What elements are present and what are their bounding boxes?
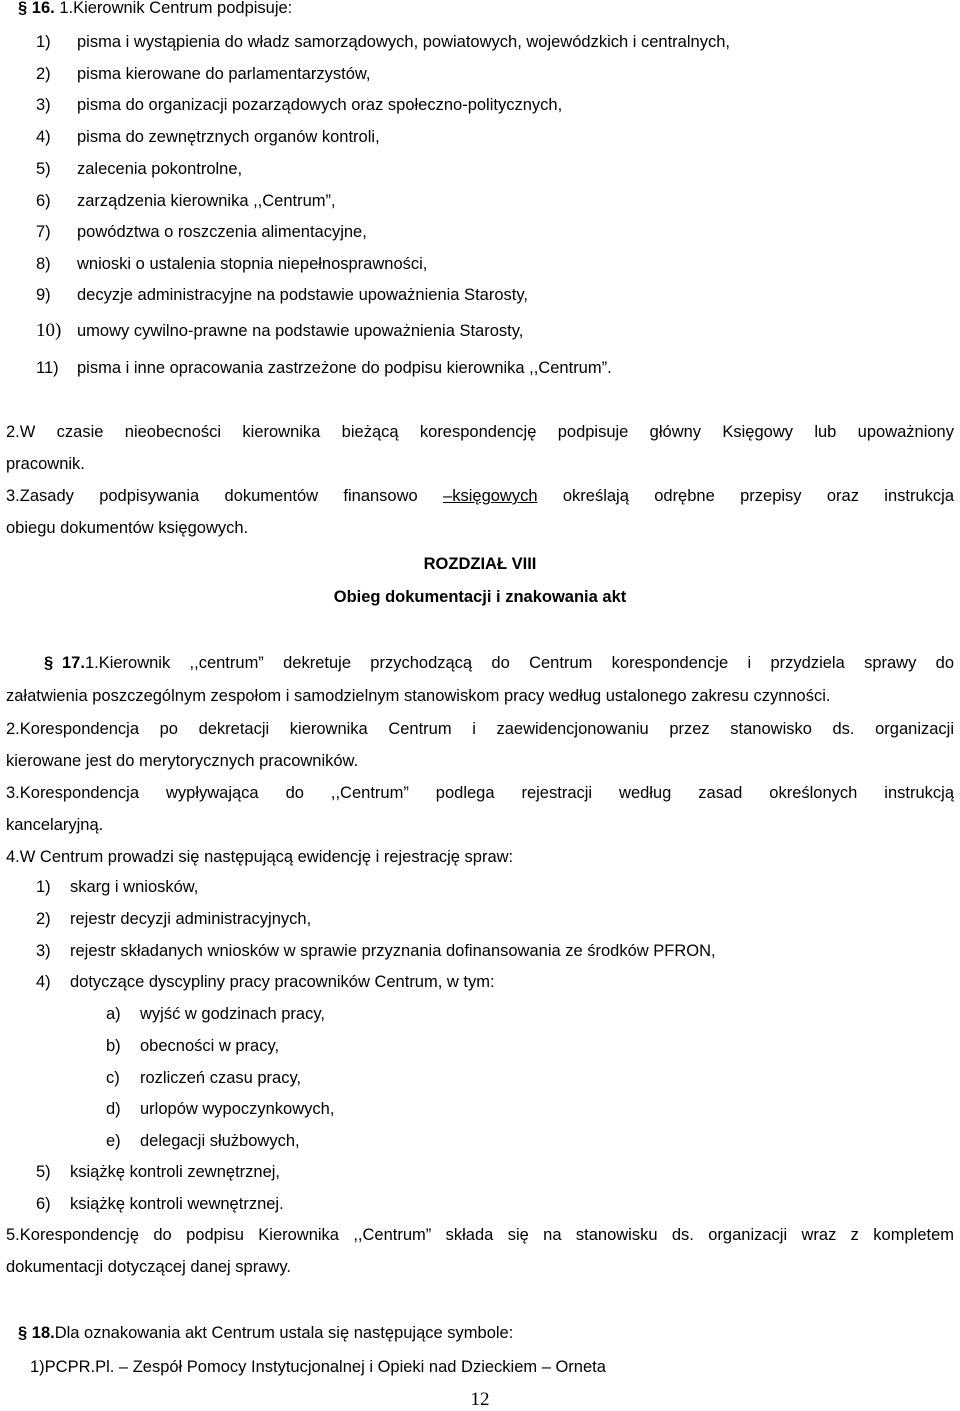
item-text: umowy cywilno-prawne na podstawie upoważnienia Starosty, (77, 322, 524, 340)
item-text: książkę kontroli zewnętrznej, (70, 1163, 281, 1181)
item-text: wyjść w godzinach pracy, (140, 1005, 325, 1023)
sub-list-item (106, 1068, 954, 1088)
section-number: 16. (31, 0, 55, 17)
list-item (36, 941, 954, 961)
item-text: obecności w pracy, (140, 1037, 280, 1055)
item-text: pisma do organizacji pozarządowych oraz społeczno-politycznych, (77, 96, 563, 114)
item-text: pisma do zewnętrznych organów kontroli, (77, 128, 380, 146)
item-text: urlopów wypoczynkowych, (140, 1100, 335, 1118)
chapter-title: ROZDZIAŁ VIII (423, 555, 537, 573)
chapter-subtitle: Obieg dokumentacji i znakowania akt (333, 588, 627, 606)
list-item (36, 64, 954, 84)
section-17-heading (6, 653, 62, 673)
item-number: 10) (36, 320, 62, 341)
list-item (36, 159, 954, 179)
list-item (36, 1194, 954, 1214)
list-item (36, 1162, 954, 1182)
item-number: 9) (36, 286, 51, 304)
item-text: skarg i wniosków, (70, 878, 199, 896)
item-text: decyzje administracyjne na podstawie upoważnienia Starosty, (77, 286, 528, 304)
list-item (36, 127, 954, 147)
list-item (36, 972, 954, 992)
sub-list-item (106, 1099, 954, 1119)
sub-list-item (106, 1036, 954, 1056)
list-item (36, 909, 954, 929)
item-number: 1) (36, 33, 51, 51)
item-number: 2) (36, 910, 51, 928)
sub-list-item (106, 1004, 954, 1024)
symbol-item: 1)PCPR.Pl. – Zespół Pomocy Instytucjonalnej i Opieki nad Dzieckiem – Orneta (30, 1358, 606, 1376)
s17-paragraph-4: 4.W Centrum prowadzi się następującą ewidencję i rejestrację spraw: (6, 848, 514, 866)
text: 3.Zasady podpisywania dokumentów finansowo (6, 487, 444, 505)
s17-paragraph-1-line-1 (6, 653, 954, 673)
item-text: książkę kontroli wewnętrznej. (70, 1195, 284, 1213)
item-text: powództwa o roszczenia alimentacyjne, (77, 223, 367, 241)
text: 1.Kierownik ,,centrum” dekretuje przychodzącą do Centrum korespondencje i przydziela sprawy do (84, 654, 954, 672)
item-number: a) (106, 1005, 121, 1023)
list-item (36, 321, 954, 341)
item-text: pisma i inne opracowania zastrzeżone do podpisu kierownika ,,Centrum”. (77, 359, 612, 377)
section-intro: 1.Kierownik Centrum podpisuje: (59, 0, 293, 17)
s17-paragraph-2-line-2: kierowane jest do merytorycznych pracowników. (6, 752, 359, 770)
page-number: 12 (470, 1389, 490, 1410)
item-text: wnioski o ustalenia stopnia niepełnosprawności, (77, 255, 428, 273)
s16-paragraph-2-line-2: pracownik. (6, 455, 85, 473)
item-text: delegacji służbowych, (140, 1132, 300, 1150)
item-number: 3) (36, 96, 51, 114)
list-item (36, 285, 954, 305)
list-item (36, 32, 954, 52)
item-number: e) (106, 1132, 121, 1150)
item-number: 4) (36, 128, 51, 146)
item-text: pisma kierowane do parlamentarzystów, (77, 65, 371, 83)
item-text: dotyczące dyscypliny pracy pracowników Centrum, w tym: (70, 973, 495, 991)
item-text: rejestr składanych wniosków w sprawie przyznania dofinansowania ze środków PFRON, (70, 942, 716, 960)
item-number: 6) (36, 192, 51, 210)
section-18-heading (6, 1323, 954, 1343)
s17-paragraph-3-line-1: 3.Korespondencja wypływająca do ,,Centrum” podlega rejestracji według zasad określonych instrukcją (6, 784, 954, 802)
paragraph-sign: § (18, 1324, 28, 1342)
item-number: c) (106, 1069, 120, 1087)
item-number: 5) (36, 160, 51, 178)
item-text: pisma i wystąpienia do władz samorządowych, powiatowych, wojewódzkich i centralnych, (77, 33, 730, 51)
list-item (36, 222, 954, 242)
s16-paragraph-3-line-2: obiegu dokumentów księgowych. (6, 519, 249, 537)
list-item (36, 254, 954, 274)
paragraph-sign: § (44, 654, 54, 672)
list-item (36, 358, 954, 378)
item-number: 3) (36, 942, 51, 960)
text: –księgowych (443, 487, 538, 505)
sub-list-item (106, 1131, 954, 1151)
item-number: 2) (36, 65, 51, 83)
item-number: 8) (36, 255, 51, 273)
s17-paragraph-3-line-2: kancelaryjną. (6, 816, 104, 834)
list-item (36, 95, 954, 115)
s16-paragraph-2-line-1: 2.W czasie nieobecności kierownika bieżącą korespondencję podpisuje główny Księgowy lub upoważniony (6, 423, 954, 441)
section-16-heading (6, 0, 954, 18)
s17-paragraph-1-line-2: załatwienia poszczególnym zespołom i samodzielnym stanowiskom pracy według ustalonego zakresu czynności. (6, 687, 831, 705)
item-text: zalecenia pokontrolne, (77, 160, 243, 178)
item-number: 1) (36, 878, 51, 896)
section-number: 17. (62, 654, 85, 672)
paragraph-sign: § (18, 0, 28, 17)
item-text: zarządzenia kierownika ,,Centrum”, (77, 192, 336, 210)
item-number: b) (106, 1037, 121, 1055)
list-item (36, 877, 954, 897)
text: określają odrębne przepisy oraz instrukcja (537, 487, 954, 505)
item-number: d) (106, 1100, 121, 1118)
s17-paragraph-2-line-1: 2.Korespondencja po dekretacji kierownika Centrum i zaewidencjonowaniu przez stanowisko ds. organizacji (6, 720, 954, 738)
item-text: rejestr decyzji administracyjnych, (70, 910, 312, 928)
s16-paragraph-3-line-1 (6, 486, 954, 506)
item-number: 6) (36, 1195, 51, 1213)
s17-paragraph-5-line-1: 5.Korespondencję do podpisu Kierownika ,,Centrum” składa się na stanowisku ds. organizacji wraz z kompletem (6, 1226, 954, 1244)
section-number: 18. (31, 1324, 55, 1342)
item-number: 4) (36, 973, 51, 991)
list-item (36, 191, 954, 211)
section-text: Dla oznakowania akt Centrum ustala się następujące symbole: (54, 1324, 514, 1342)
item-number: 11) (36, 359, 59, 377)
item-text: rozliczeń czasu pracy, (140, 1069, 302, 1087)
s17-paragraph-5-line-2: dokumentacji dotyczącej danej sprawy. (6, 1258, 291, 1276)
item-number: 5) (36, 1163, 51, 1181)
item-number: 7) (36, 223, 51, 241)
